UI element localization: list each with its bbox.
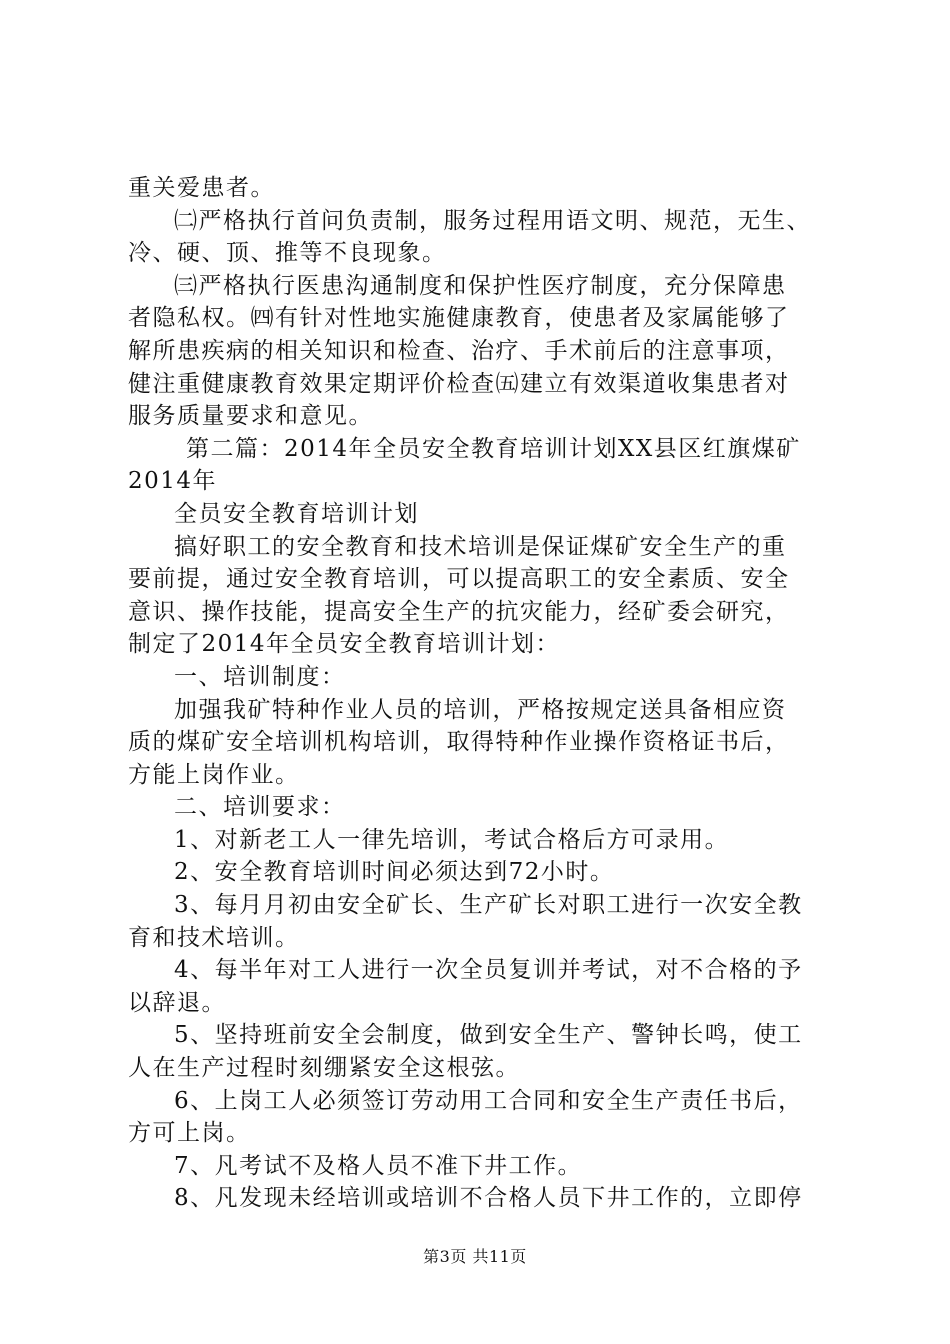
text-line: 加强我矿特种作业人员的培训，严格按规定送具备相应资 <box>174 696 787 723</box>
text-line: 重关爱患者。 <box>128 175 275 201</box>
text-line: 要前提，通过安全教育培训，可以提高职工的安全素质、安全 <box>128 566 790 593</box>
text-line: 质的煤矿安全培训机构培训，取得特种作业操作资格证书后， <box>128 729 790 756</box>
text-line: ㈡严格执行首问负责制，服务过程用语文明、规范，无生、 <box>174 207 811 234</box>
text-line: 育和技术培训。 <box>128 924 300 951</box>
text-line: 一、培训制度： <box>174 663 346 690</box>
text-line: 3、每月月初由安全矿长、生产矿长对职工进行一次安全教 <box>174 892 803 919</box>
page-footer: 第3页 共11页 <box>423 1247 527 1266</box>
text-line: ㈢严格执行医患沟通制度和保护性医疗制度，充分保障患 <box>174 272 787 299</box>
text-line: 者隐私权。㈣有针对性地实施健康教育，使患者及家属能够了 <box>128 305 790 332</box>
text-line: 二、培训要求： <box>174 794 346 821</box>
text-line: 健注重健康教育效果定期评价检查㈤建立有效渠道收集患者对 <box>128 370 790 397</box>
text-line: 6、上岗工人必须签订劳动用工合同和安全生产责任书后， <box>174 1087 803 1114</box>
text-line: 冷、硬、顶、推等不良现象。 <box>128 240 447 267</box>
text-line: 方能上岗作业。 <box>128 761 300 788</box>
text-line: 解所患疾病的相关知识和检查、治疗、手术前后的注意事项， <box>128 337 790 364</box>
text-line: 制定了2014年全员安全教育培训计划： <box>128 631 561 658</box>
text-line: 1、对新老工人一律先培训，考试合格后方可录用。 <box>174 826 730 853</box>
text-line: 8、凡发现未经培训或培训不合格人员下井工作的，立即停 <box>174 1185 803 1212</box>
text-line: 全员安全教育培训计划 <box>174 500 419 527</box>
text-line: 服务质量要求和意见。 <box>128 403 373 430</box>
text-line: 4、每半年对工人进行一次全员复训并考试，对不合格的予 <box>174 957 803 984</box>
text-line: 5、坚持班前安全会制度，做到安全生产、警钟长鸣，使工 <box>174 1022 803 1049</box>
text-line: 意识、操作技能，提高安全生产的抗灾能力，经矿委会研究， <box>128 598 790 625</box>
text-line: 7、凡考试不及格人员不准下井工作。 <box>174 1152 583 1179</box>
text-line: 第二篇：2014年全员安全教育培训计划XX县区红旗煤矿 <box>186 435 801 462</box>
text-line: 2、安全教育培训时间必须达到72小时。 <box>174 859 615 886</box>
text-line: 搞好职工的安全教育和技术培训是保证煤矿安全生产的重 <box>174 533 787 560</box>
text-line: 2014年 <box>128 468 218 495</box>
text-line: 以辞退。 <box>128 989 226 1016</box>
document-body <box>128 172 838 1215</box>
text-line: 方可上岗。 <box>128 1120 251 1147</box>
text-line: 人在生产过程时刻绷紧安全这根弦。 <box>128 1055 520 1082</box>
